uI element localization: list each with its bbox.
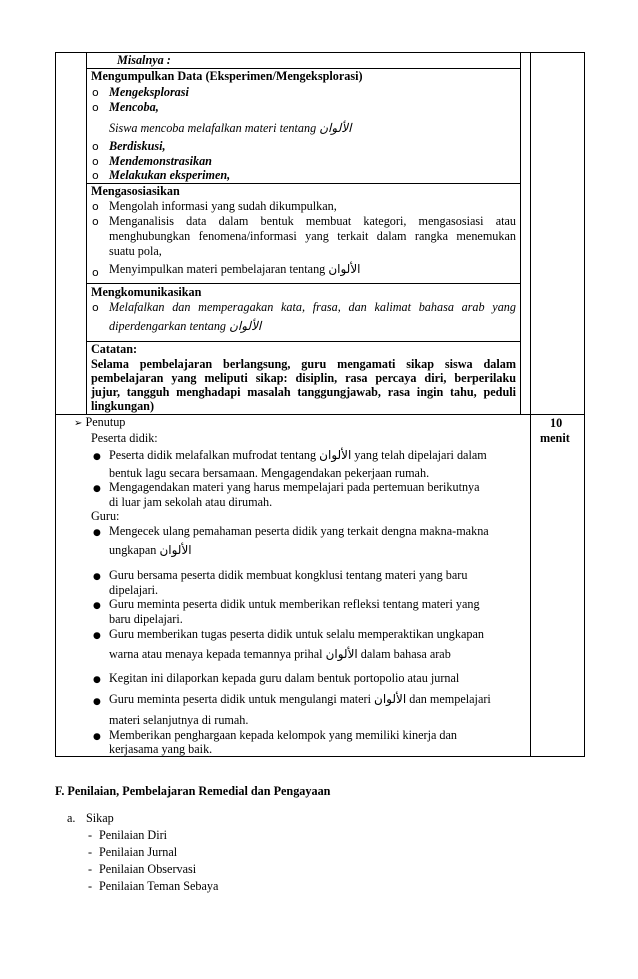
item-mengeksplorasi: Mengeksplorasi bbox=[109, 85, 189, 99]
circle-bullet-icon: o bbox=[92, 155, 99, 168]
guru-item2-line2: dipelajari. bbox=[109, 583, 159, 597]
inner-box-left bbox=[86, 52, 87, 415]
guru-item4-line2 bbox=[109, 647, 451, 663]
penilaian-item: Penilaian Jurnal bbox=[99, 845, 178, 859]
catatan-line3: jujur, tangguh menghadapi masalah tanggungjawab, rasa ingin tahu, peduli bbox=[91, 385, 516, 399]
melafalkan-line1: Melafalkan dan memperagakan kata, frasa, dan kalimat bahasa arab yang bbox=[109, 300, 516, 314]
inner-box-right bbox=[520, 52, 521, 415]
menyimpulkan-text: Menyimpulkan materi pembelajaran tentang bbox=[109, 262, 326, 276]
arabic-alwan: الألوان bbox=[319, 121, 352, 135]
circle-bullet-icon: o bbox=[92, 86, 99, 99]
circle-bullet-icon: o bbox=[92, 200, 99, 213]
circle-bullet-icon: o bbox=[92, 101, 99, 114]
table-col-divider bbox=[530, 52, 531, 757]
g4-text-b: dalam bahasa arab bbox=[360, 647, 451, 661]
p1-text-a: Peserta didik melafalkan mufrodat tentang bbox=[109, 448, 317, 462]
dash-marker: - bbox=[88, 862, 93, 876]
arabic-alwan: الألوان bbox=[325, 647, 358, 661]
peserta-item2-line2: di luar jam sekolah atau dirumah. bbox=[109, 495, 273, 509]
dash-marker: - bbox=[88, 845, 93, 859]
circle-bullet-icon: o bbox=[92, 301, 99, 314]
arabic-alwan: الألوان bbox=[159, 543, 192, 557]
arabic-alwan: الألوان bbox=[328, 262, 361, 276]
g4-text-a: warna atau menaya kepada temannya prihal bbox=[109, 647, 323, 661]
mencoba-sentence bbox=[109, 121, 351, 137]
time-unit: menit bbox=[540, 431, 570, 445]
bullet-icon: ● bbox=[93, 601, 101, 611]
inner-divider-4 bbox=[86, 341, 521, 342]
menganalisis-line3: suatu pola, bbox=[109, 244, 162, 258]
table-border-right bbox=[584, 52, 585, 757]
circle-bullet-icon: o bbox=[92, 140, 99, 153]
penutup-title bbox=[74, 415, 125, 431]
guru-item1-line2 bbox=[109, 543, 192, 559]
catatan-line4: lingkungan) bbox=[91, 399, 155, 413]
guru-item2-line1: Guru bersama peserta didik membuat kongklusi tentang materi yang baru bbox=[109, 568, 468, 582]
mengolah-item: Mengolah informasi yang sudah dikumpulkan, bbox=[109, 199, 337, 213]
dash-marker: - bbox=[88, 879, 93, 893]
time-value: 10 bbox=[550, 416, 563, 430]
circle-bullet-icon: o bbox=[92, 169, 99, 182]
guru-label: Guru: bbox=[91, 509, 120, 523]
sub-a-marker: a. bbox=[67, 811, 76, 825]
menganalisis-line2: menghubungkan fenomena/informasi yang terkait dalam rangka menemukan bbox=[109, 229, 516, 243]
g6-text-a: Guru meminta peserta didik untuk mengulangi materi bbox=[109, 692, 371, 706]
dash-marker: - bbox=[88, 828, 93, 842]
arabic-alwan: الألوان bbox=[374, 692, 407, 706]
circle-bullet-icon: o bbox=[92, 215, 99, 228]
mengumpulkan-heading: Mengumpulkan Data (Eksperimen/Mengeksplorasi) bbox=[91, 69, 363, 83]
circle-bullet-icon: o bbox=[92, 266, 99, 279]
guru-item3-line2: baru dipelajari. bbox=[109, 612, 183, 626]
diperdengarkan-text: diperdengarkan tentang bbox=[109, 319, 227, 333]
mengasosiasikan-heading: Mengasosiasikan bbox=[91, 184, 180, 198]
guru-item6-line1 bbox=[109, 692, 491, 708]
arabic-alwan: الألوان bbox=[229, 319, 262, 333]
misalnya-label: Misalnya : bbox=[117, 53, 171, 67]
peserta-item1-line1 bbox=[109, 448, 487, 464]
g6-text-b: dan mempelajari bbox=[409, 692, 491, 706]
item-mencoba: Mencoba, bbox=[109, 100, 159, 114]
inner-divider-3 bbox=[86, 283, 521, 284]
sub-a-label: Sikap bbox=[86, 811, 114, 825]
penilaian-item: Penilaian Teman Sebaya bbox=[99, 879, 219, 893]
bullet-icon: ● bbox=[93, 528, 101, 538]
arrow-bullet-icon: ➢ bbox=[74, 418, 83, 429]
bullet-icon: ● bbox=[93, 631, 101, 641]
penilaian-item: Penilaian Observasi bbox=[99, 862, 197, 876]
peserta-item2-line1: Mengagendakan materi yang harus mempelajari pada pertemuan berikutnya bbox=[109, 480, 480, 494]
bullet-icon: ● bbox=[93, 675, 101, 685]
mengkomunikasikan-heading: Mengkomunikasikan bbox=[91, 285, 202, 299]
peserta-item1-line2: bentuk lagu secara bersamaan. Mengagendakan pekerjaan rumah. bbox=[109, 466, 430, 480]
bullet-icon: ● bbox=[93, 572, 101, 582]
menganalisis-line1: Menganalisis data dalam bentuk membuat kategori, mengasosiasi atau bbox=[109, 214, 516, 228]
guru-item1-line1: Mengecek ulang pemahaman peserta didik yang terkait dengna makna-makna bbox=[109, 524, 489, 538]
bullet-icon: ● bbox=[93, 452, 101, 462]
guru-item3-line1: Guru meminta peserta didik untuk memberikan refleksi tentang materi yang bbox=[109, 597, 480, 611]
item-mendemonstrasikan: Mendemonstrasikan bbox=[109, 154, 212, 168]
catatan-heading: Catatan: bbox=[91, 342, 138, 356]
guru-item6-line2: materi selanjutnya di rumah. bbox=[109, 713, 249, 727]
menyimpulkan-item bbox=[109, 262, 361, 278]
item-berdiskusi: Berdiskusi, bbox=[109, 139, 166, 153]
penilaian-item: Penilaian Diri bbox=[99, 828, 168, 842]
arabic-alwan: الألوان bbox=[319, 448, 352, 462]
item-melakukan-eksperimen: Melakukan eksperimen, bbox=[109, 168, 231, 182]
mencoba-sentence-text: Siswa mencoba melafalkan materi tentang bbox=[109, 121, 317, 135]
bullet-icon: ● bbox=[93, 484, 101, 494]
melafalkan-line2 bbox=[109, 319, 261, 335]
catatan-line2: pembelajaran yang meliputi sikap: disiplin, rasa percaya diri, berperilaku bbox=[91, 371, 516, 385]
guru-item7-line1: Memberikan penghargaan kepada kelompok yang memiliki kinerja dan bbox=[109, 728, 458, 742]
table-border-left bbox=[55, 52, 56, 757]
guru-item5: Kegitan ini dilaporkan kepada guru dalam bentuk portopolio atau jurnal bbox=[109, 671, 460, 685]
catatan-line1: Selama pembelajaran berlangsung, guru mengamati sikap siswa dalam bbox=[91, 357, 516, 371]
section-f-heading: F. Penilaian, Pembelajaran Remedial dan Pengayaan bbox=[55, 784, 331, 798]
bullet-icon: ● bbox=[93, 732, 101, 742]
peserta-label: Peserta didik: bbox=[91, 431, 158, 445]
penutup-title-text: Penutup bbox=[85, 415, 126, 429]
guru-item7-line2: kerjasama yang baik. bbox=[109, 742, 213, 756]
guru-item4-line1: Guru memberikan tugas peserta didik untuk selalu memperaktikan ungkapan bbox=[109, 627, 484, 641]
bullet-icon: ● bbox=[93, 697, 101, 707]
g1-text: ungkapan bbox=[109, 543, 157, 557]
p1-text-b: yang telah dipelajari dalam bbox=[354, 448, 487, 462]
